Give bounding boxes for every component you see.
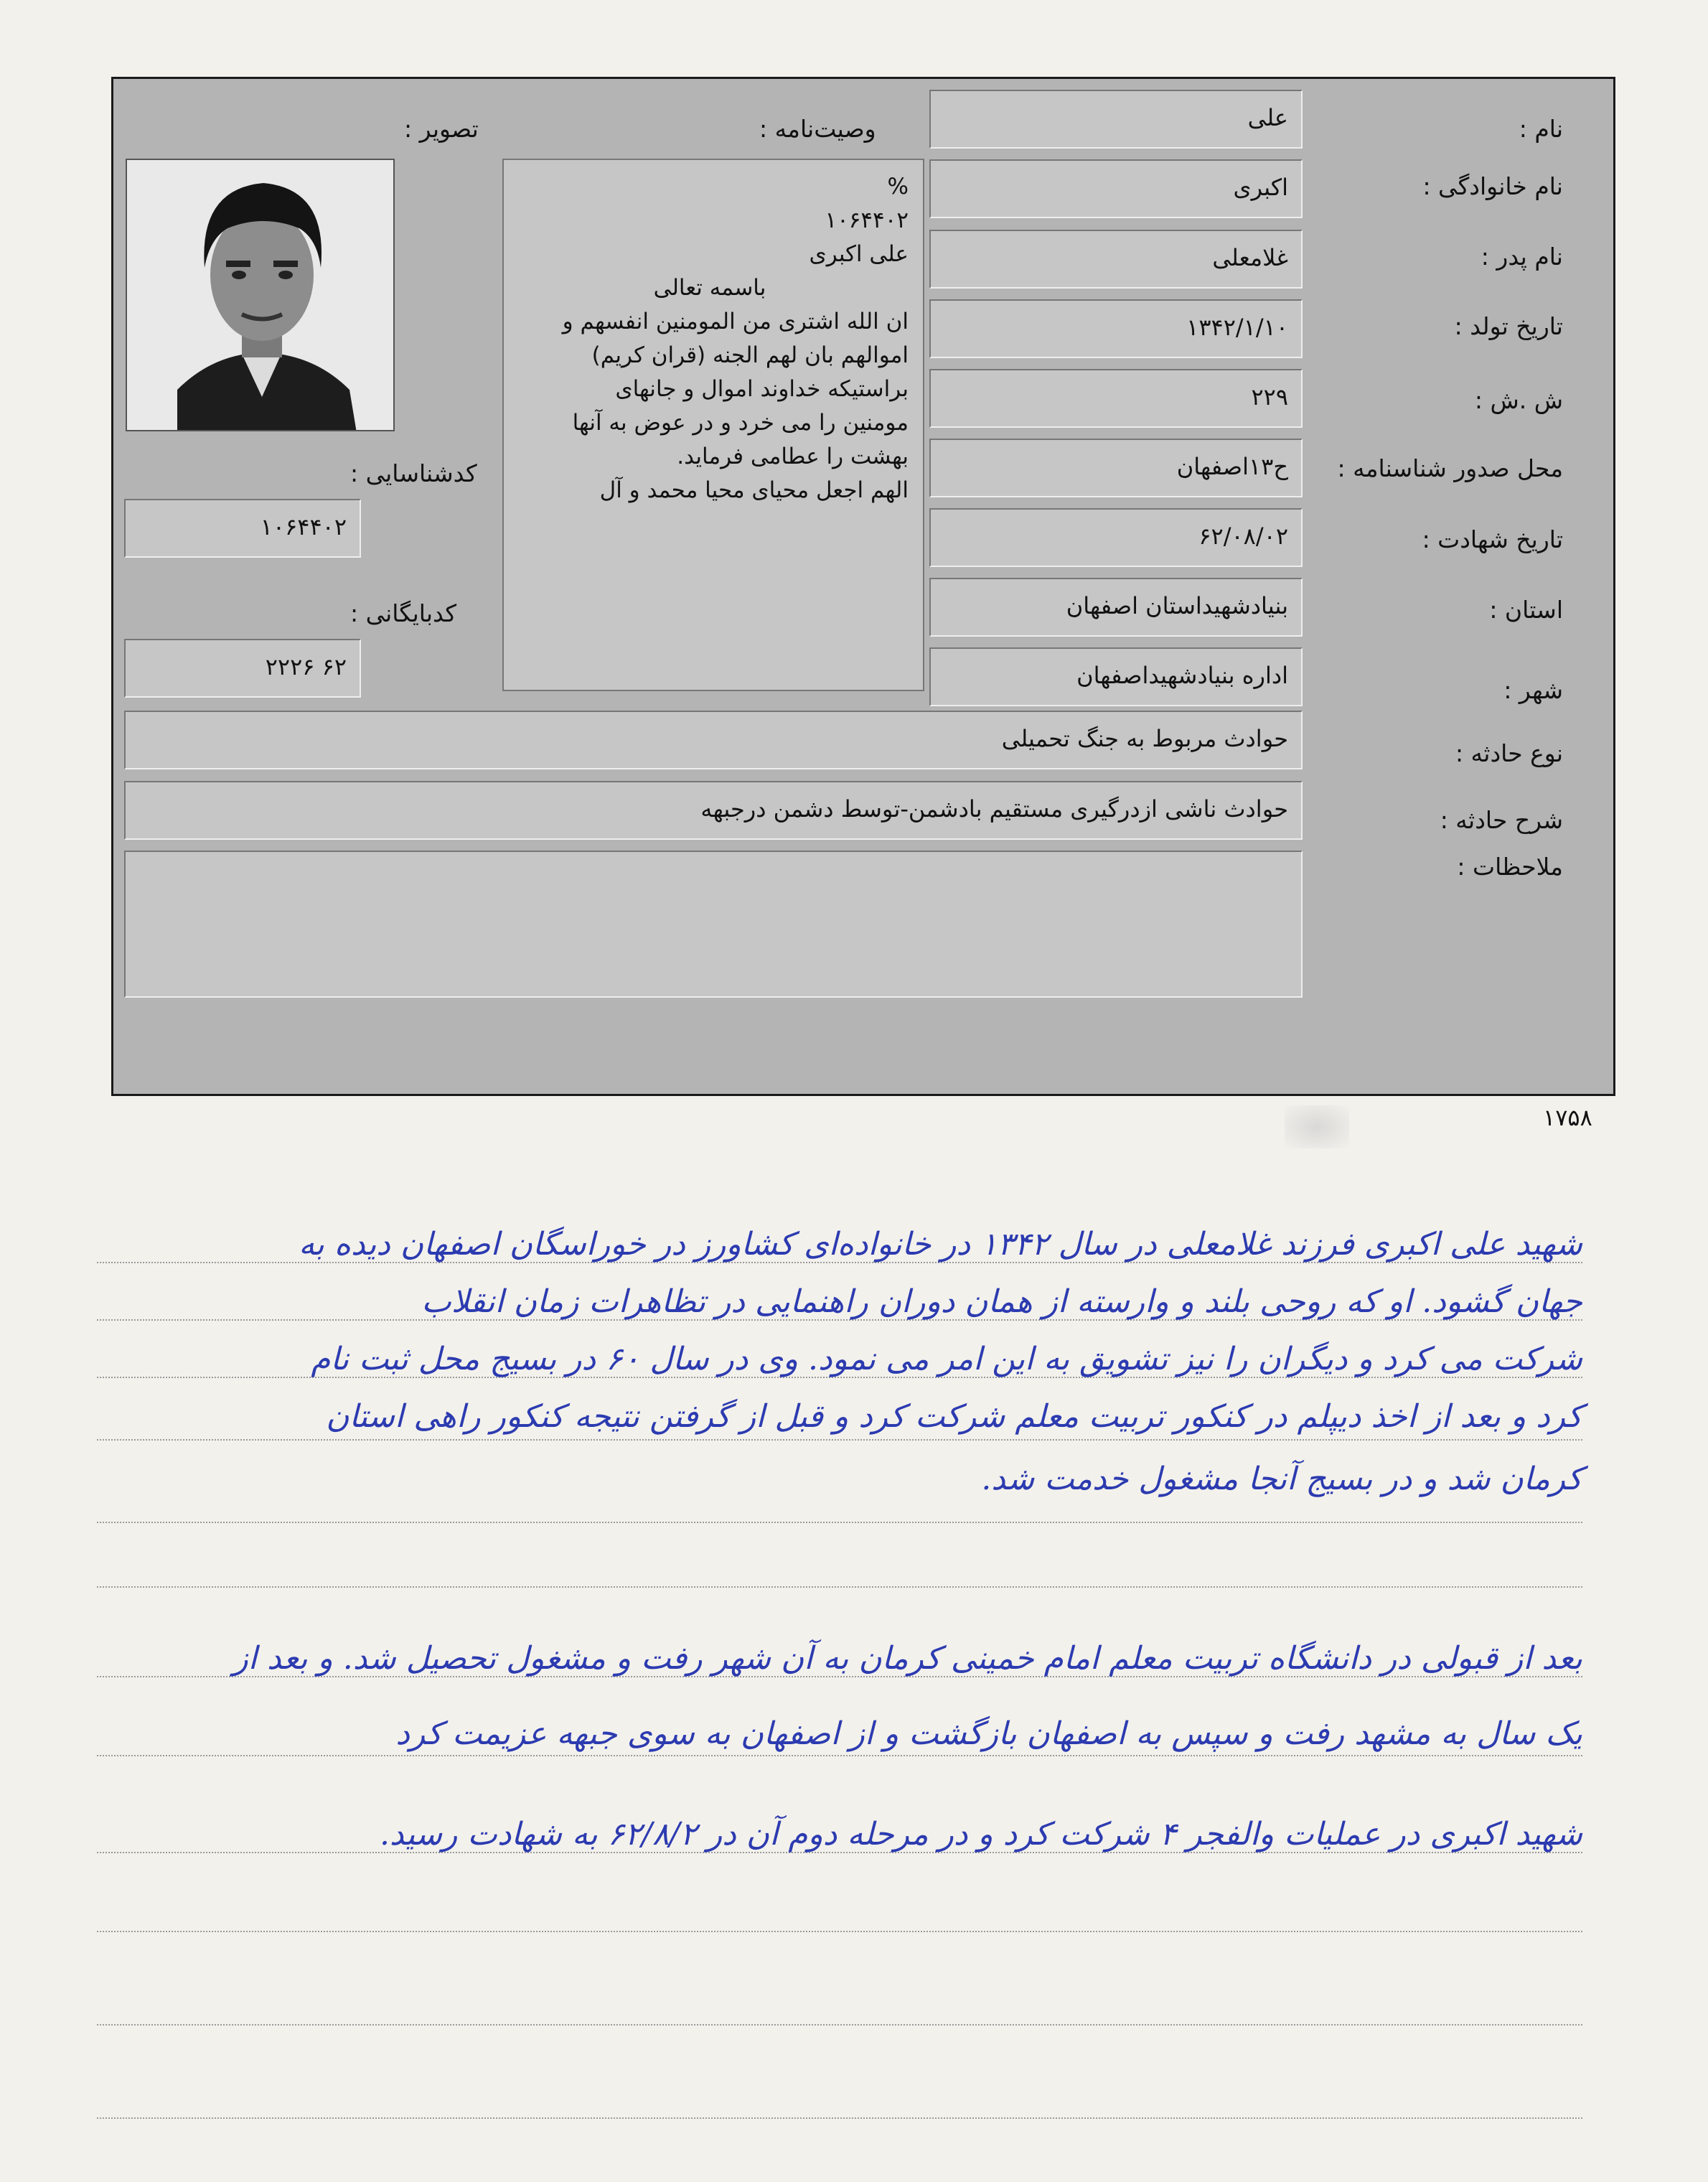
value-archive-id: ۱۰۶۴۴۰۲ [124, 499, 361, 558]
ruled-line [97, 1439, 1582, 1441]
page-number: ۱۷۵۸ [1543, 1104, 1592, 1131]
handwritten-line: کرد و بعد از اخذ دیپلم در کنکور تربیت معلم شرکت کرد و قبل از گرفتن نتیجه کنکور راهی استان [326, 1398, 1582, 1435]
value-issue-place: ح۱۳اصفهان [929, 439, 1303, 497]
value-id-number: ۲۲۹ [929, 369, 1303, 428]
label-province: استان : [1489, 596, 1563, 624]
label-incident-desc: شرح حادثه : [1440, 806, 1563, 834]
will-line: مومنین را می خرد و در عوض به آنها [572, 410, 909, 436]
handwritten-line: یک سال به مشهد رفت و سپس به اصفهان بازگشت و از اصفهان به سوی جبهه عزیمت کرد [395, 1715, 1582, 1752]
handwritten-line: شهید اکبری در عملیات والفجر ۴ شرکت کرد و در مرحله دوم آن در ۶۲/۸/۲ به شهادت رسید. [379, 1816, 1582, 1853]
value-martyr-date: ۶۲/۰۸/۰۲ [929, 508, 1303, 567]
value-record-id: ۶۲ ۲۲۲۶ [124, 639, 361, 698]
ruled-line [97, 1586, 1582, 1588]
label-photo: تصویر : [404, 115, 479, 143]
handwritten-line: شرکت می کرد و دیگران را نیز تشویق به این امر می نمود. وی در سال ۶۰ در بسیج محل ثبت نام [311, 1341, 1582, 1377]
value-province: بنیادشهیداستان اصفهان [929, 578, 1303, 637]
handwritten-line: بعد از قبولی در دانشگاه تربیت معلم امام خمینی کرمان به آن شهر رفت و مشغول تحصیل شد. و بعد از [233, 1640, 1582, 1677]
will-text [502, 159, 924, 691]
label-issue-place: محل صدور شناسنامه : [1337, 454, 1563, 482]
ruled-line [97, 2117, 1582, 2119]
ruled-line [97, 1522, 1582, 1523]
will-line: % [887, 174, 909, 200]
label-will: وصیت‌نامه : [759, 115, 876, 143]
label-family: نام خانوادگی : [1422, 172, 1563, 200]
martyr-record-form [111, 77, 1615, 1096]
will-line: علی اکبری [809, 241, 909, 267]
label-birth-date: تاریخ تولد : [1454, 312, 1563, 340]
value-city: اداره بنیادشهیداصفهان [929, 647, 1303, 706]
handwritten-line: شهید علی اکبری فرزند غلامعلی در سال ۱۳۴۲ در خانواده‌ای کشاورز در خوراسگان اصفهان دیده به [299, 1226, 1582, 1263]
value-father: غلامعلی [929, 230, 1303, 289]
will-line: الهم اجعل محیای محیا محمد و آل [599, 477, 909, 503]
paper-smudge [1285, 1105, 1349, 1148]
portrait-photo [126, 159, 395, 431]
label-father: نام پدر : [1481, 243, 1563, 271]
label-name: نام : [1519, 115, 1563, 143]
ruled-line [97, 1931, 1582, 1932]
will-line: ان الله اشتری من المومنین انفسهم و [562, 309, 909, 334]
label-notes: ملاحظات : [1457, 853, 1563, 881]
handwritten-line: جهان گشود. او که روحی بلند و وارسته از همان دوران راهنمایی در تظاهرات زمان انقلاب [421, 1283, 1582, 1320]
label-martyr-date: تاریخ شهادت : [1422, 525, 1563, 553]
label-archive-id: کدشناسایی : [350, 459, 477, 487]
will-line: اموالهم بان لهم الجنه (قران کریم) [591, 342, 909, 368]
label-incident-type: نوع حادثه : [1455, 739, 1563, 767]
label-city: شهر : [1503, 676, 1563, 704]
value-incident-desc: حوادث ناشی ازدرگیری مستقیم بادشمن-توسط دشمن درجبهه [124, 781, 1303, 840]
value-incident-type: حوادث مربوط به جنگ تحمیلی [124, 711, 1303, 769]
handwritten-line: کرمان شد و در بسیج آنجا مشغول خدمت شد. [981, 1461, 1582, 1497]
ruled-line [97, 2024, 1582, 2026]
ruled-line [97, 1755, 1582, 1756]
value-birth-date: ۱۳۴۲/۱/۱۰ [929, 299, 1303, 358]
will-line: براستیکه خداوند اموال و جانهای [615, 376, 909, 402]
value-family: اکبری [929, 159, 1303, 218]
label-id-number: ش .ش : [1474, 386, 1563, 414]
will-line: باسمه تعالی [653, 275, 766, 301]
will-line: بهشت را عطامی فرماید. [677, 444, 909, 469]
label-record-id: کدبایگانی : [350, 599, 457, 627]
value-name: علی [929, 90, 1303, 149]
will-line: ۱۰۶۴۴۰۲ [825, 207, 909, 233]
value-notes [124, 851, 1303, 998]
